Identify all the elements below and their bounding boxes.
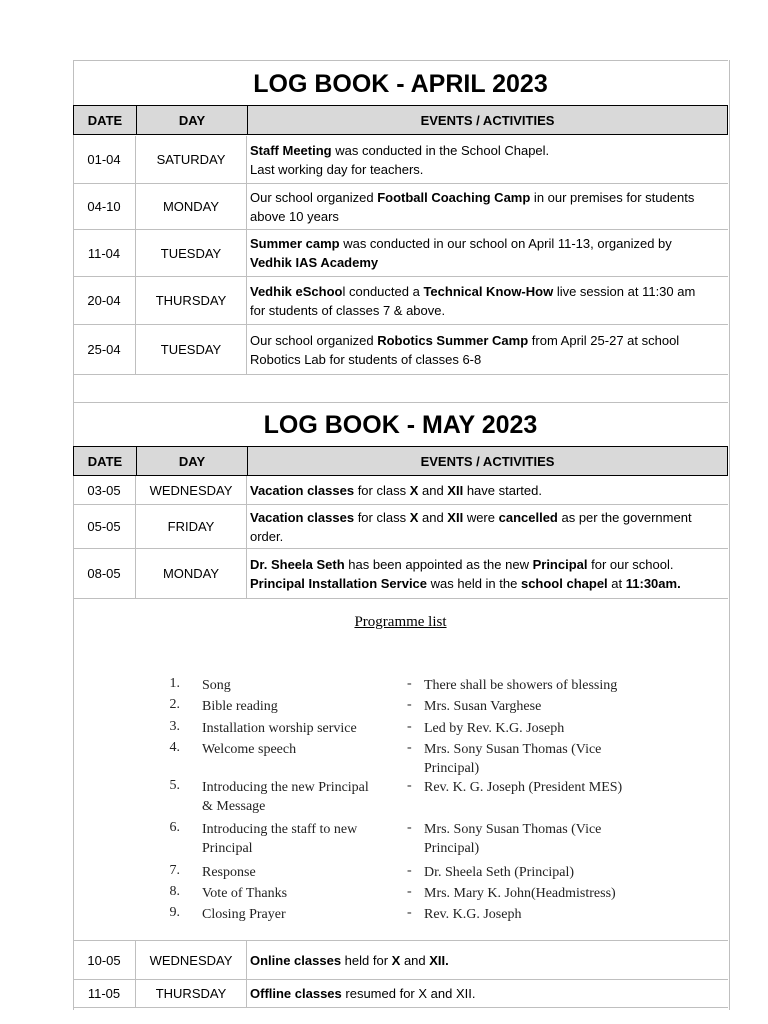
header-events: EVENTS / ACTIVITIES [420,453,555,469]
programme-title: Programme list [354,614,447,630]
may-title: LOG BOOK - MAY 2023 [263,410,538,439]
programme-number: 7. [169,863,180,878]
programme-item-name: Response [202,865,256,880]
programme-item-name: Introducing the new Principal & Message [202,780,369,814]
programme-item [160,778,654,816]
row-day: THURSDAY [136,980,247,1007]
row-day: WEDNESDAY [136,476,247,504]
programme-item-by: There shall be showers of blessing [424,678,618,693]
programme-dash: - [407,863,412,878]
row-day: TUESDAY [136,325,247,374]
programme-dash: - [407,778,412,793]
programme-dash: - [407,820,412,835]
row-events [247,941,728,979]
may-header-row [73,446,728,476]
row-date: 11-05 [73,980,136,1007]
row-date: 20-04 [73,277,136,324]
row-events [247,136,728,183]
log-row [73,136,728,184]
programme-item [160,697,654,716]
row-day: FRIDAY [136,505,247,548]
log-row [73,941,728,980]
top-border [73,60,728,61]
event-text-line: Last working day for teachers. [250,161,424,177]
row-date: 10-05 [73,941,136,979]
programme-item-by: Led by Rev. K.G. Joseph [424,721,565,736]
programme-item-by: Dr. Sheela Seth (Principal) [424,865,575,880]
section-divider [73,402,728,403]
programme-item-name: Installation worship service [202,721,357,736]
row-day: THURSDAY [136,277,247,324]
programme-item-name: Song [202,678,231,693]
row-events [247,230,728,276]
programme-item [160,676,654,695]
row-events [247,184,728,229]
programme-dash: - [407,740,412,755]
programme-item [160,863,654,882]
row-events [247,277,728,324]
row-date: 25-04 [73,325,136,374]
event-text-line: Vedhik eSchool conducted a Technical Know-How live session at 11:30 am [250,283,696,299]
row-events [247,549,728,598]
programme-item [160,905,654,924]
row-date: 01-04 [73,136,136,183]
programme-number: 1. [169,676,180,691]
programme-item-by: Mrs. Sony Susan Thomas (Vice Principal) [424,822,602,856]
programme-dash: - [407,884,412,899]
row-date: 11-04 [73,230,136,276]
programme-number: 8. [169,884,180,899]
event-text-line: order. [250,528,284,544]
programme-number: 4. [169,740,180,755]
programme-item-by: Rev. K.G. Joseph [424,907,522,922]
row-events [247,980,728,1007]
log-row [73,325,728,375]
programme-item-name: Closing Prayer [202,907,286,922]
row-day: TUESDAY [136,230,247,276]
programme-item-by: Mrs. Susan Varghese [424,699,542,714]
programme-item-name: Introducing the staff to new Principal [202,822,358,856]
programme-item-by: Mrs. Mary K. John(Headmistress) [424,886,616,901]
row-date: 08-05 [73,549,136,598]
programme-number: 5. [169,778,180,793]
event-text-line: Our school organized Robotics Summer Camp from April 25-27 at school [250,332,680,348]
event-text-line: Vacation classes for class X and XII have started. [250,482,542,498]
event-text-line: Staff Meeting was conducted in the School Chapel. [250,142,550,158]
event-text-line: Offline classes resumed for X and XII. [250,986,476,1001]
programme-item [160,740,654,778]
programme-item-by: Rev. K. G. Joseph (President MES) [424,780,623,795]
row-events [247,505,728,548]
programme-dash: - [407,905,412,920]
event-text-line: Online classes held for X and XII. [250,952,449,968]
programme-item-name: Bible reading [202,699,278,714]
row-date: 03-05 [73,476,136,504]
row-day: MONDAY [136,184,247,229]
header-date: DATE [74,447,137,475]
programme-number: 2. [169,697,180,712]
log-row [73,505,728,549]
row-day: MONDAY [136,549,247,598]
programme-number: 3. [169,719,180,734]
event-text-line: for students of classes 7 & above. [250,302,446,318]
event-text-line: Dr. Sheela Seth has been appointed as the new Principal for our school. [250,556,674,572]
row-day: SATURDAY [136,136,247,183]
programme-item [160,884,654,903]
programme-item-name: Vote of Thanks [202,886,288,901]
event-text-line: Vacation classes for class X and XII were cancelled as per the government [250,509,692,525]
programme-dash: - [407,719,412,734]
log-row [73,230,728,277]
row-events [247,476,728,504]
programme-item-by: Mrs. Sony Susan Thomas (Vice Principal) [424,742,602,776]
programme-dash: - [407,676,412,691]
event-text-line: Vedhik IAS Academy [250,255,379,270]
april-title: LOG BOOK - APRIL 2023 [253,69,548,98]
april-header-row [73,105,728,135]
header-date: DATE [74,106,137,134]
programme-item [160,719,654,738]
row-date: 05-05 [73,505,136,548]
log-row [73,277,728,325]
row-events [247,325,728,374]
log-row [73,980,728,1008]
programme-item-name: Welcome speech [202,742,297,757]
event-text-line: above 10 years [250,208,339,224]
event-text-line: Summer camp was conducted in our school on April 11-13, organized by [250,236,672,251]
row-day: WEDNESDAY [136,941,247,979]
programme-number: 6. [169,820,180,835]
programme-number: 9. [169,905,180,920]
header-events: EVENTS / ACTIVITIES [420,112,555,128]
event-text-line: Our school organized Football Coaching Camp in our premises for students [250,189,695,205]
row-date: 04-10 [73,184,136,229]
log-row [73,549,728,599]
event-text-line: Principal Installation Service was held in the school chapel at 11:30am. [250,575,681,591]
programme-item [160,820,654,858]
header-day: DAY [137,106,248,134]
event-text-line: Robotics Lab for students of classes 6-8 [250,351,482,367]
log-row [73,476,728,505]
header-day: DAY [137,447,248,475]
log-row [73,184,728,230]
programme-dash: - [407,697,412,712]
